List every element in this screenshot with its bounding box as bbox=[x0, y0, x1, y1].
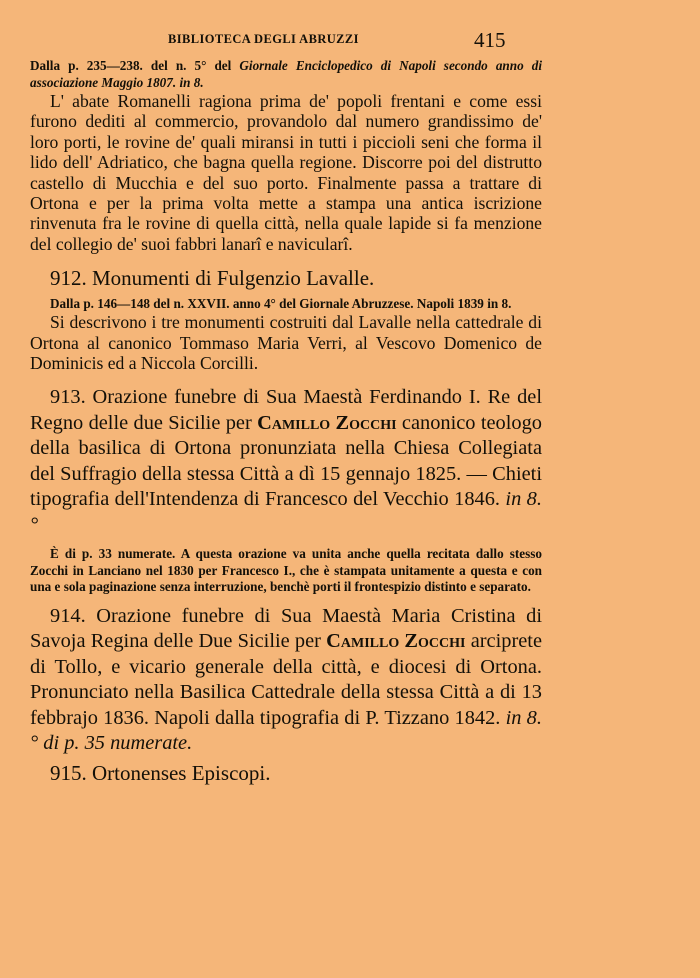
source-note-ref: Dalla p. 235—238. del n. 5° del bbox=[30, 58, 232, 73]
entry-911-continuation bbox=[30, 58, 542, 254]
entry-915 bbox=[30, 761, 542, 787]
entry-description: Si descrivono i tre monumenti costruiti dal Lavalle nella cattedrale di Ortona al canonico Tommaso Maria Verri, al Vescovo Domenico de Dominicis ed a Niccola Corcilli. bbox=[30, 312, 542, 374]
entry-912 bbox=[30, 266, 542, 373]
source-note-journal: Giornale Enciclopedico di Napoli secondo anno di associazione Maggio 1807. in 8. bbox=[30, 58, 543, 90]
source-note: Dalla p. 146—148 del n. XXVII. anno 4° del Giornale Abruzzese. Napoli 1839 in 8. bbox=[50, 295, 512, 311]
page-number: 415 bbox=[474, 28, 506, 52]
entry-text-start: 914. Orazione funebre di Sua Maestà Maria Cristina di Savoja Regina delle Due Sicilie per bbox=[30, 604, 542, 653]
entry-description: L' abate Romanelli ragiona prima de' popoli frentani e come essi furono dediti al commercio, provandolo dal numero grandissimo de' loro porti, le rovine de' quali miransi in tutti i piccioli seni che forma il lido dell' Adriatico, che bagna quella regione. Discorre poi del distrutto castello di Mucchia e del suo porto. Finalmente passa a trattare di Ortona e per la prima volta mette a stampa una antica iscrizione rinvenuta fra le rovine di quella città, nella quale lapide si fa menzione del collegio de' suoi fabbri lanarî e navicularî. bbox=[30, 91, 542, 254]
format-note: in 8.° bbox=[30, 488, 542, 536]
entry-text-end: arciprete di Tollo, e vicario generale della città, e diocesi di Ortona. Pronunciato nella Basilica Cattedrale della stessa Città a di 13 febbrajo 1836. Napoli dalla tipografia di P. Tizzano 1842. bbox=[30, 630, 542, 729]
author-name: Camillo Zocchi bbox=[326, 630, 466, 653]
running-title: BIBLIOTECA DEGLI ABRUZZI bbox=[168, 32, 359, 46]
running-head bbox=[30, 28, 542, 58]
entry-text bbox=[30, 385, 542, 538]
book-page bbox=[30, 28, 542, 786]
entry-heading: 912. Monumenti di Fulgenzio Lavalle. bbox=[50, 266, 375, 291]
source-note bbox=[30, 58, 542, 91]
bibliographic-note: È di p. 33 numerate. A questa orazione va unita anche quella recitata dallo stesso Zocchi in Lanciano nel 1830 per Francesco I., che è stampata unitamente a questa e con una e sola paginazione senza interruzione, benchè porti il frontespizio distinto e separato. bbox=[30, 546, 542, 595]
format-note: in 8.° di p. 35 numerate. bbox=[30, 706, 542, 755]
entry-text-end: canonico teologo della basilica di Ortona pronunziata nella Chiesa Collegiata del Suffragio della stessa Città a dì 15 gennajo 1825. — Chieti tipografia dell'Intendenza di Francesco del Vecchio 1846. bbox=[30, 411, 542, 511]
entry-heading: 915. Ortonenses Episcopi. bbox=[50, 760, 271, 785]
entry-913 bbox=[30, 385, 542, 596]
entry-text bbox=[30, 604, 542, 757]
entry-text-start: 913. Orazione funebre di Sua Maestà Ferdinando I. Re del Regno delle due Sicilie per bbox=[30, 386, 542, 434]
author-name: Camillo Zocchi bbox=[257, 411, 397, 434]
entry-914 bbox=[30, 604, 542, 757]
